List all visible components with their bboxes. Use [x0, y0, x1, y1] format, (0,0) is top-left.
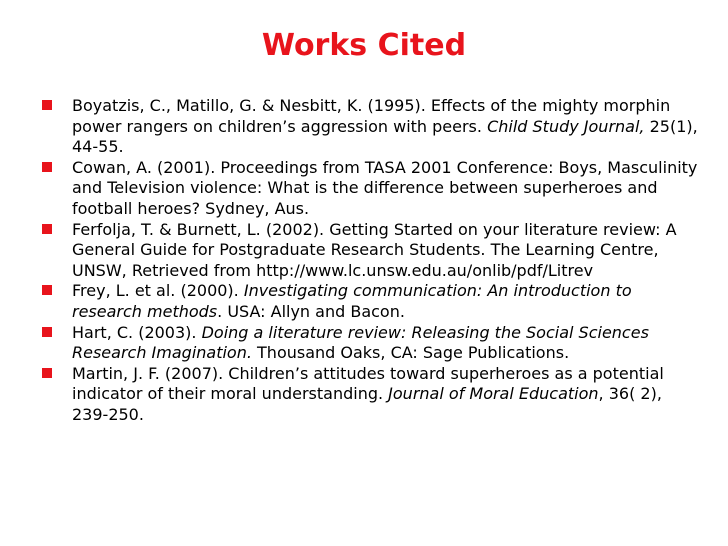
citation-text: Thousand Oaks, CA: Sage Publications.: [251, 343, 570, 363]
citation-entry: [42, 220, 702, 282]
slide-title: Works Cited: [261, 28, 467, 63]
square-bullet-icon: [42, 224, 52, 234]
citation-entry: [42, 96, 702, 158]
citation-text: Boyatzis, C., Matillo, G. & Nesbitt, K. (1995). Effects of the mighty morphin power rangers on children’s aggression with peers.: [72, 96, 671, 136]
citation-book-title: Investigating communication: An introduction to research methods: [72, 281, 632, 321]
citation-text: Cowan, A. (2001). Proceedings from TASA 2001 Conference: Boys, Masculinity and Television violence: What is the difference between superheroes and football heroes? Sydney, Aus.: [72, 157, 698, 218]
square-bullet-icon: [42, 100, 52, 110]
citation-entry: [42, 323, 702, 364]
square-bullet-icon: [42, 327, 52, 337]
citation-entry: [42, 158, 702, 220]
square-bullet-icon: [42, 368, 52, 378]
citation-book-title: Doing a literature review: Releasing the Social Sciences Research Imagination.: [72, 322, 649, 363]
works-cited-list: [42, 96, 702, 426]
citation-text: Ferfolja, T. & Burnett, L. (2002). Getting Started on your literature review: A General Guide for Postgraduate Research Students. The Learning Centre, UNSW, Retrieved from http://www.lc.unsw.edu.au/onlib/pdf/Litrev: [72, 219, 677, 280]
citation-entry: [42, 364, 702, 426]
citation-journal: Child Study Journal,: [487, 116, 645, 136]
citation-entry: [42, 281, 702, 322]
citation-text: Martin, J. F. (2007). Children’s attitudes toward superheroes as a potential indicator of their moral understanding.: [72, 363, 664, 404]
citation-text: . USA: Allyn and Bacon.: [217, 301, 405, 321]
square-bullet-icon: [42, 285, 52, 295]
citation-journal: Journal of Moral Education: [388, 384, 599, 404]
citation-text: Hart, C. (2003).: [72, 322, 202, 342]
citation-text: , 36( 2), 239-250.: [72, 384, 662, 424]
square-bullet-icon: [42, 162, 52, 172]
citation-text: 25(1), 44-55.: [72, 116, 698, 157]
citation-text: Frey, L. et al. (2000).: [72, 281, 244, 301]
